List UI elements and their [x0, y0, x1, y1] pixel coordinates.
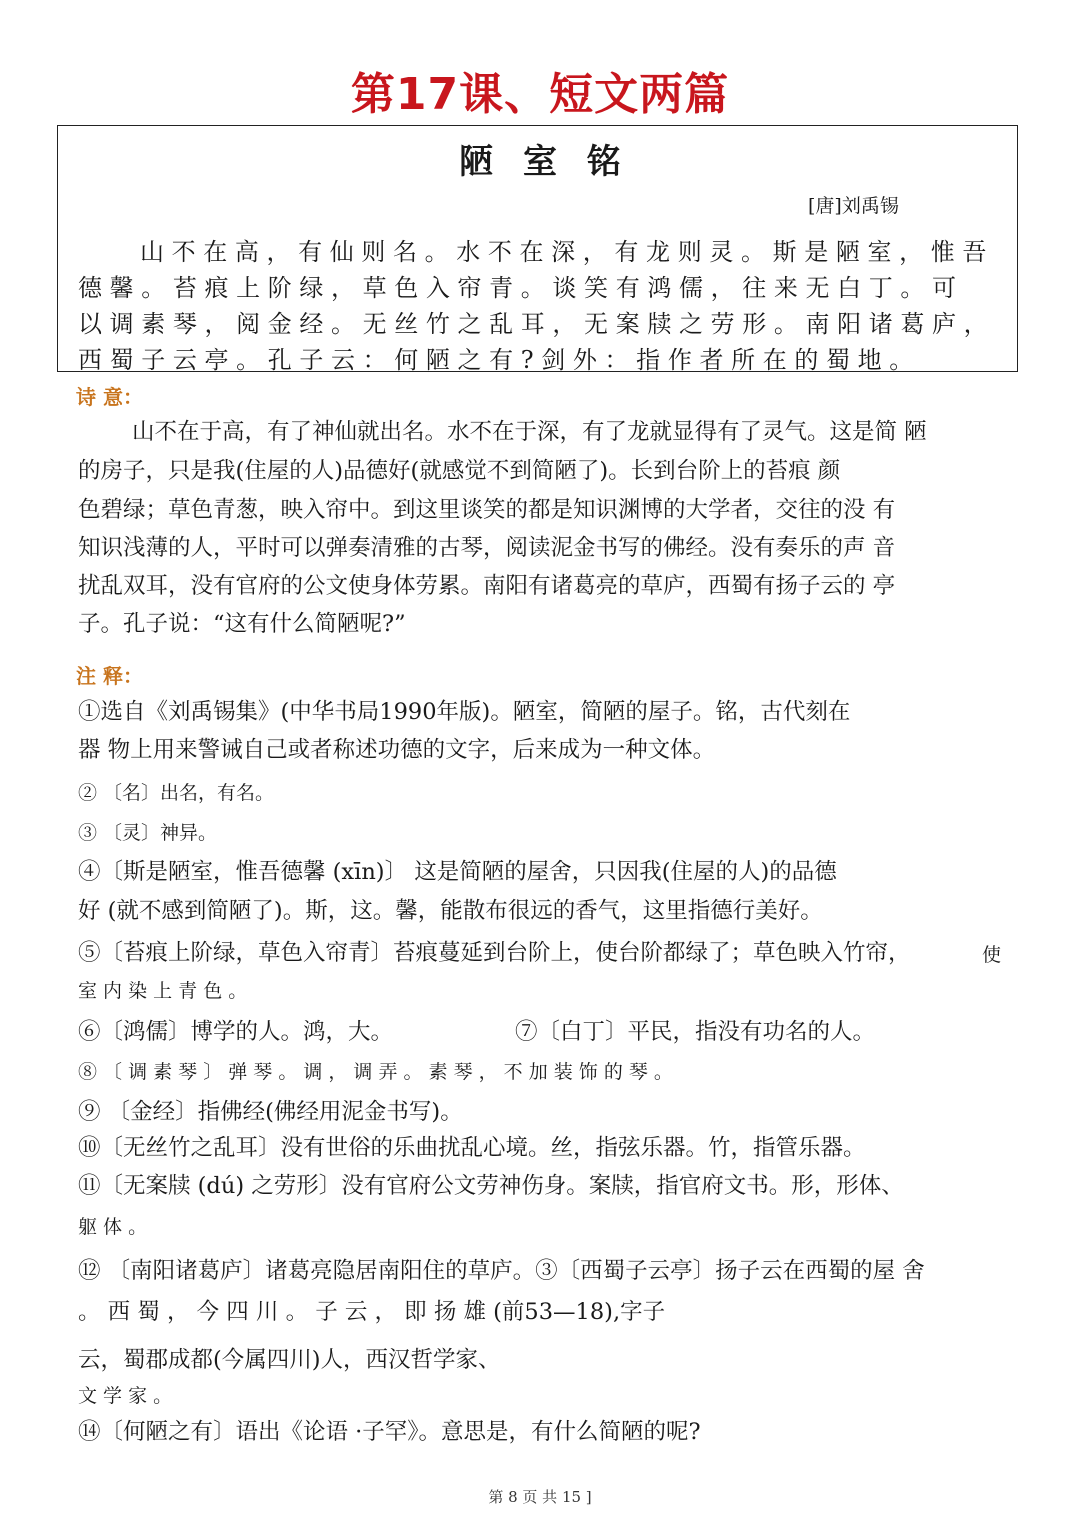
note-7: ⑦〔白丁〕平民，指没有功名的人。: [515, 1019, 876, 1045]
note-10: ⑩〔无丝竹之乱耳〕没有世俗的乐曲扰乱心境。丝，指弦乐器。竹，指管乐器。: [78, 1135, 866, 1161]
note-3: ③ 〔灵〕神异。: [78, 822, 218, 844]
note-2: ② 〔名〕出名，有名。: [78, 782, 275, 804]
poem-line: 德 馨 。 苔 痕 上 阶 绿 ， 草 色 入 帘 青 。 谈 笑 有 鸿 儒 ， 往 来 无 白 丁 。 可: [78, 274, 956, 302]
note-8: ⑧ 〔 调 素 琴 〕 弹 琴 。 调 ， 调 弄 。 素 琴 ， 不 加 装 饰 的 琴 。: [78, 1061, 673, 1083]
note-5: ⑤〔苔痕上阶绿，草色入帘青〕苔痕蔓延到台阶上，使台阶都绿了；草色映入竹帘，: [78, 940, 911, 966]
note-11-cont: 躯 体 。: [78, 1216, 148, 1238]
note-12-cont2: 云，蜀郡成都(今属四川)人，西汉哲学家、: [78, 1347, 501, 1373]
poem-line: 山 不 在 高 ， 有 仙 则 名 。 水 不 在 深 ， 有 龙 则 灵 。 斯 是 陋 室 ， 惟 吾: [140, 238, 987, 266]
note-4: ④〔斯是陋室，惟吾德馨 (xīn)〕 这是简陋的屋舍，只因我(住屋的人)的品德: [78, 859, 837, 885]
note-12-cont3: 文 学 家 。: [78, 1385, 173, 1407]
note-1-cont: 器 物上用来警诫自己或者称述功德的文字，后来成为一种文体。: [78, 737, 716, 763]
translation-label: 诗 意：: [76, 385, 143, 409]
translation-line: 扰乱双耳，没有官府的公文使身体劳累。南阳有诸葛亮的草庐，西蜀有扬子云的 亭: [78, 573, 896, 599]
note-9: ⑨ 〔金经〕指佛经(佛经用泥金书写)。: [78, 1099, 463, 1125]
note-14: ⑭〔何陋之有〕语出《论语 ·子罕》。意思是，有什么简陋的呢?: [78, 1419, 701, 1445]
note-5-cont: 室 内 染 上 青 色 。: [78, 980, 248, 1002]
page-title: 第17课、短文两篇: [350, 69, 730, 120]
note-4-cont: 好 (就不感到简陋了)。斯，这。馨，能散布很远的香气，这里指德行美好。: [78, 898, 823, 924]
page-footer: 第 8 页 共 15 ]: [488, 1488, 592, 1506]
translation-line: 的房子，只是我(住屋的人)品德好(就感觉不到简陋了)。长到台阶上的苔痕 颜: [78, 458, 841, 484]
note-12-cont: 。 西 蜀 ， 今 四 川 。 子 云 ， 即 扬 雄 (前53—18),字子: [78, 1299, 666, 1325]
translation-line: 山不在于高，有了神仙就出名。水不在于深，有了龙就显得有了灵气。这是简 陋: [132, 419, 927, 445]
note-12: ⑫ 〔南阳诸葛庐〕诸葛亮隐居南阳住的草庐。③〔西蜀子云亭〕扬子云在西蜀的屋 舍: [78, 1258, 925, 1284]
translation-line: 色碧绿；草色青葱，映入帘中。到这里谈笑的都是知识渊博的大学者，交往的没 有: [78, 497, 896, 523]
note-5-end: 使: [982, 944, 1002, 966]
note-1: ①选自《刘禹锡集》(中华书局1990年版)。陋室，简陋的屋子。铭，古代刻在: [78, 699, 851, 725]
poem-line: 西 蜀 子 云 亭 。 孔 子 云 ： 何 陋 之 有 ? 剑 外 ： 指 作 者 所 在 的 蜀 地 。: [78, 346, 914, 374]
notes-label: 注 释：: [76, 664, 143, 688]
note-6: ⑥〔鸿儒〕博学的人。鸿，大。: [78, 1019, 394, 1045]
poem-line: 以 调 素 琴 ， 阅 金 经 。 无 丝 竹 之 乱 耳 ， 无 案 牍 之 劳 形 。 南 阳 诸 葛 庐 ，: [78, 310, 988, 338]
translation-line: 知识浅薄的人，平时可以弹奏清雅的古琴，阅读泥金书写的佛经。没有奏乐的声 音: [78, 535, 896, 561]
poem-author: [唐]刘禹锡: [808, 195, 899, 217]
note-11: ⑪〔无案牍 (dú) 之劳形〕没有官府公文劳神伤身。案牍，指官府文书。形，形体、: [78, 1173, 904, 1199]
poem-title: 陋 室 铭: [459, 142, 621, 182]
translation-line: 子。孔子说：“这有什么简陋呢?”: [78, 611, 406, 637]
